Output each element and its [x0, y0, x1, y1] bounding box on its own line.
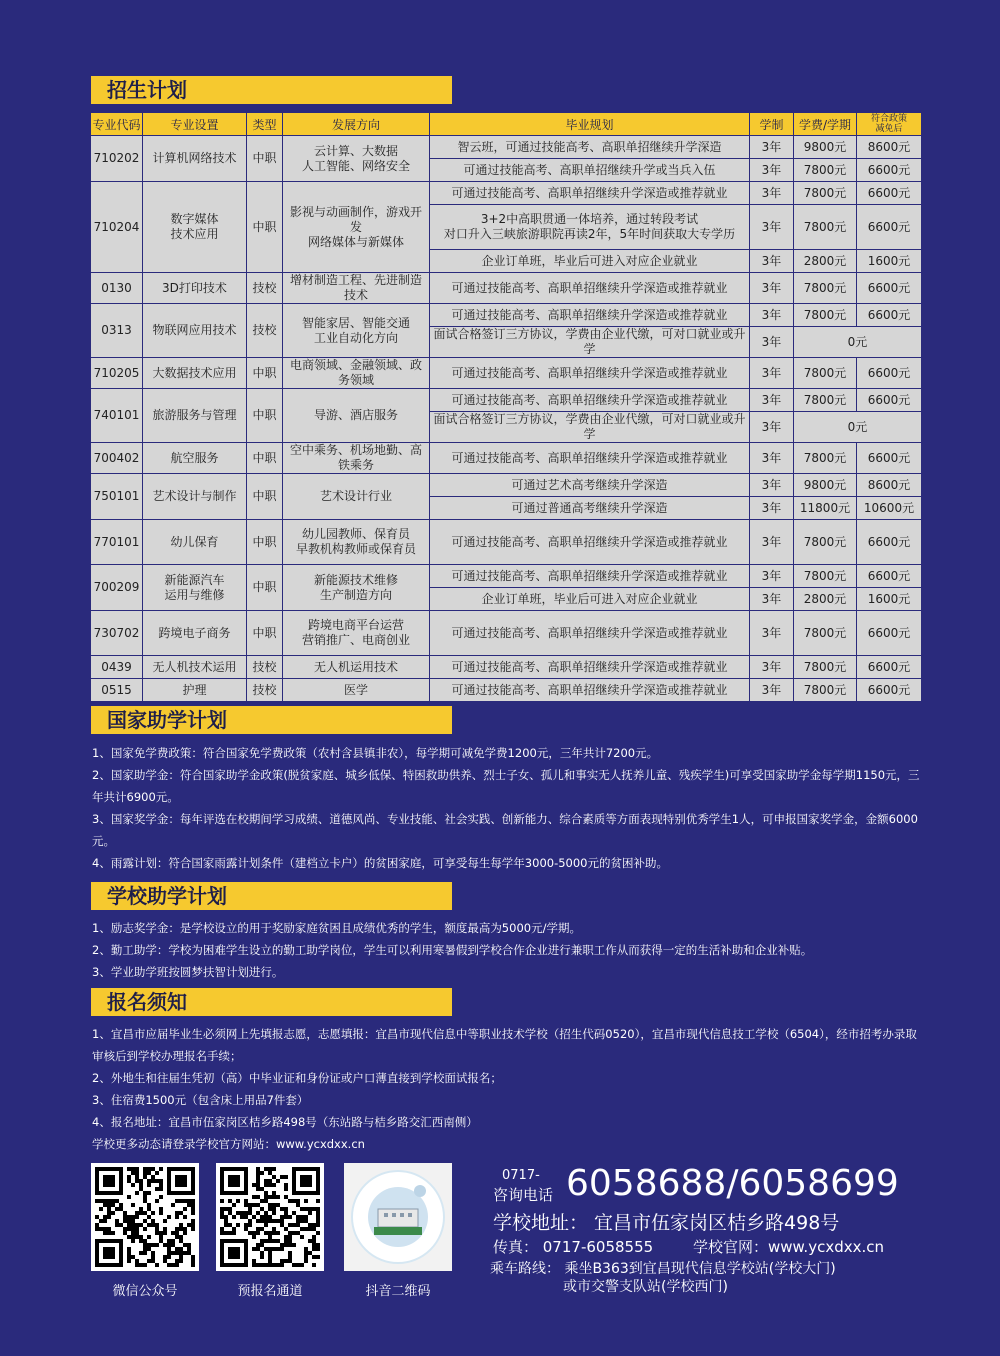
study-years: 3年 [750, 412, 794, 443]
table-row [91, 679, 922, 702]
national-aid-list [92, 742, 922, 874]
tuition-fee: 7800元 [794, 611, 857, 656]
table-row [91, 358, 922, 389]
table-row [91, 182, 922, 205]
tuition-fee: 7800元 [794, 389, 857, 412]
career-direction: 智能家居、智能交通 工业自动化方向 [283, 304, 430, 358]
list-item: 1、宜昌市应届毕业生必须网上先填报志愿，志愿填报：宜昌市现代信息中等职业技术学校（招生代码0520），宜昌市现代信息技工学校（6504），经市招考办录取审核后到学校办理报名手续； [92, 1027, 917, 1063]
study-years: 3年 [750, 679, 794, 702]
major-name: 计算机网络技术 [143, 136, 247, 182]
douyin-qr-label: 抖音二维码 [365, 1284, 431, 1299]
major-code: 750101 [91, 474, 143, 520]
reduced-fee: 6600元 [857, 679, 922, 702]
graduation-plan: 可通过技能高考、高职单招继续升学或当兵入伍 [430, 159, 750, 182]
study-years: 3年 [750, 520, 794, 565]
phone-label: 咨询电话 [493, 1186, 554, 1204]
phone-number: 6058688/6058699 [566, 1163, 899, 1204]
career-direction: 增材制造工程、先进制造技术 [283, 273, 430, 304]
table-row [91, 273, 922, 304]
major-code: 0515 [91, 679, 143, 702]
study-years: 3年 [750, 327, 794, 358]
career-direction: 新能源技术维修 生产制造方向 [283, 565, 430, 611]
major-code: 700209 [91, 565, 143, 611]
major-name: 新能源汽车 运用与维修 [143, 565, 247, 611]
enrollment-table [90, 112, 922, 702]
section-title-national: 国家助学计划 [91, 706, 452, 734]
bus-route-1: 乘车路线： 乘坐B363到宜昌现代信息学校站(学校大门) [490, 1261, 836, 1277]
major-code: 0313 [91, 304, 143, 358]
tuition-fee: 7800元 [794, 679, 857, 702]
graduation-plan: 可通过艺术高考继续升学深造 [430, 474, 750, 497]
study-years: 3年 [750, 273, 794, 304]
reduced-fee: 6600元 [857, 358, 922, 389]
list-item: 学校更多动态请登录学校官方网站：www.ycxdxx.cn [92, 1137, 365, 1151]
graduation-plan: 面试合格签订三方协议，学费由企业代缴，可对口就业或升学 [430, 327, 750, 358]
graduation-plan: 可通过技能高考、高职单招继续升学深造或推荐就业 [430, 565, 750, 588]
reduced-fee: 6600元 [857, 389, 922, 412]
list-item: 2、勤工助学：学校为困难学生设立的勤工助学岗位，学生可以利用寒暑假到学校合作企业进行兼职工作从而获得一定的生活补助和企业补贴。 [92, 943, 813, 957]
graduation-plan: 可通过技能高考、高职单招继续升学深造或推荐就业 [430, 611, 750, 656]
major-code: 710205 [91, 358, 143, 389]
table-header-cell: 符合政策 减免后 [857, 113, 922, 136]
reduced-fee: 6600元 [857, 565, 922, 588]
tuition-fee: 0元 [794, 327, 922, 358]
table-row [91, 136, 922, 159]
study-years: 3年 [750, 304, 794, 327]
study-years: 3年 [750, 358, 794, 389]
study-years: 3年 [750, 389, 794, 412]
major-code: 770101 [91, 520, 143, 565]
school-type: 中职 [247, 565, 283, 611]
graduation-plan: 企业订单班，毕业后可进入对应企业就业 [430, 588, 750, 611]
school-address: 学校地址： 宜昌市伍家岗区桔乡路498号 [493, 1212, 840, 1234]
major-code: 710202 [91, 136, 143, 182]
tuition-fee: 7800元 [794, 205, 857, 250]
table-header-cell: 毕业规划 [430, 113, 750, 136]
tuition-fee: 7800元 [794, 159, 857, 182]
school-type: 技校 [247, 304, 283, 358]
study-years: 3年 [750, 159, 794, 182]
reduced-fee: 6600元 [857, 273, 922, 304]
graduation-plan: 3+2中高职贯通一体培养，通过转段考试 对口升入三峡旅游职院再读2年，5年时间获取大专学历 [430, 205, 750, 250]
table-header-cell: 学制 [750, 113, 794, 136]
career-direction: 云计算、大数据 人工智能、网络安全 [283, 136, 430, 182]
prereg-qr-code [216, 1163, 324, 1271]
career-direction: 跨境电商平台运营 营销推广、电商创业 [283, 611, 430, 656]
list-item: 4、报名地址：宜昌市伍家岗区桔乡路498号（东站路与桔乡路交汇西南侧） [92, 1115, 478, 1129]
major-code: 740101 [91, 389, 143, 443]
list-item: 3、学业助学班按圆梦扶智计划进行。 [92, 965, 284, 979]
school-type: 中职 [247, 474, 283, 520]
major-name: 大数据技术应用 [143, 358, 247, 389]
table-header-cell: 专业设置 [143, 113, 247, 136]
major-code: 0439 [91, 656, 143, 679]
tuition-fee: 11800元 [794, 497, 857, 520]
career-direction: 医学 [283, 679, 430, 702]
fax-number: 传真： 0717-6058555 [493, 1238, 654, 1256]
table-header-cell: 类型 [247, 113, 283, 136]
reduced-fee: 6600元 [857, 611, 922, 656]
school-type: 中职 [247, 358, 283, 389]
graduation-plan: 可通过技能高考、高职单招继续升学深造或推荐就业 [430, 304, 750, 327]
school-type: 技校 [247, 656, 283, 679]
graduation-plan: 智云班，可通过技能高考、高职单招继续升学深造 [430, 136, 750, 159]
tuition-fee: 9800元 [794, 474, 857, 497]
major-name: 数字媒体 技术应用 [143, 182, 247, 273]
graduation-plan: 可通过普通高考继续升学深造 [430, 497, 750, 520]
study-years: 3年 [750, 588, 794, 611]
tuition-fee: 7800元 [794, 443, 857, 474]
study-years: 3年 [750, 443, 794, 474]
reduced-fee: 1600元 [857, 250, 922, 273]
career-direction: 影视与动画制作，游戏开发 网络媒体与新媒体 [283, 182, 430, 273]
career-direction: 艺术设计行业 [283, 474, 430, 520]
bus-route-2: 或市交警支队站(学校西门) [563, 1279, 728, 1295]
school-type: 技校 [247, 679, 283, 702]
tuition-fee: 7800元 [794, 304, 857, 327]
list-item: 2、外地生和往届生凭初（高）中毕业证和身份证或户口薄直接到学校面试报名； [92, 1071, 502, 1085]
graduation-plan: 可通过技能高考、高职单招继续升学深造或推荐就业 [430, 520, 750, 565]
graduation-plan: 可通过技能高考、高职单招继续升学深造或推荐就业 [430, 443, 750, 474]
major-name: 艺术设计与制作 [143, 474, 247, 520]
enroll-notes-list [92, 1023, 922, 1155]
list-item: 2、国家助学金：符合国家助学金政策(脱贫家庭、城乡低保、特困救助供养、烈士子女、孤儿和事实无人抚养儿童、残疾学生)可享受国家助学金每学期1150元，三年共计6900元。 [92, 768, 920, 804]
major-name: 3D打印技术 [143, 273, 247, 304]
study-years: 3年 [750, 565, 794, 588]
list-item: 4、雨露计划：符合国家雨露计划条件（建档立卡户）的贫困家庭，可享受每生每学年3000-5000元的贫困补助。 [92, 856, 668, 870]
section-title-school: 学校助学计划 [91, 882, 452, 910]
graduation-plan: 可通过技能高考、高职单招继续升学深造或推荐就业 [430, 358, 750, 389]
study-years: 3年 [750, 497, 794, 520]
table-header-cell: 专业代码 [91, 113, 143, 136]
list-item: 3、住宿费1500元（包含床上用品7件套） [92, 1093, 309, 1107]
school-type: 技校 [247, 273, 283, 304]
study-years: 3年 [750, 611, 794, 656]
major-name: 护理 [143, 679, 247, 702]
section-title-enroll: 报名须知 [91, 988, 452, 1016]
school-type: 中职 [247, 182, 283, 273]
graduation-plan: 企业订单班，毕业后可进入对应企业就业 [430, 250, 750, 273]
tuition-fee: 7800元 [794, 358, 857, 389]
major-code: 0130 [91, 273, 143, 304]
douyin-qr-code [344, 1163, 452, 1271]
major-code: 730702 [91, 611, 143, 656]
tuition-fee: 0元 [794, 412, 922, 443]
study-years: 3年 [750, 136, 794, 159]
career-direction: 电商领域、金融领域、政务领域 [283, 358, 430, 389]
major-code: 710204 [91, 182, 143, 273]
website: 学校官网：www.ycxdxx.cn [693, 1238, 884, 1256]
table-row [91, 520, 922, 565]
table-row [91, 474, 922, 497]
school-type: 中职 [247, 520, 283, 565]
reduced-fee: 10600元 [857, 497, 922, 520]
prereg-qr-label: 预报名通道 [237, 1284, 303, 1299]
major-name: 幼儿保育 [143, 520, 247, 565]
reduced-fee: 6600元 [857, 443, 922, 474]
reduced-fee: 6600元 [857, 520, 922, 565]
reduced-fee: 6600元 [857, 205, 922, 250]
major-name: 旅游服务与管理 [143, 389, 247, 443]
school-type: 中职 [247, 136, 283, 182]
reduced-fee: 6600元 [857, 182, 922, 205]
reduced-fee: 1600元 [857, 588, 922, 611]
table-header-cell: 学费/学期 [794, 113, 857, 136]
graduation-plan: 面试合格签订三方协议，学费由企业代缴，可对口就业或升学 [430, 412, 750, 443]
tuition-fee: 7800元 [794, 182, 857, 205]
study-years: 3年 [750, 250, 794, 273]
reduced-fee: 6600元 [857, 159, 922, 182]
area-code: 0717- [502, 1168, 540, 1183]
major-name: 航空服务 [143, 443, 247, 474]
school-type: 中职 [247, 443, 283, 474]
major-name: 物联网应用技术 [143, 304, 247, 358]
study-years: 3年 [750, 205, 794, 250]
tuition-fee: 2800元 [794, 250, 857, 273]
graduation-plan: 可通过技能高考、高职单招继续升学深造或推荐就业 [430, 182, 750, 205]
major-name: 无人机技术运用 [143, 656, 247, 679]
table-row [91, 443, 922, 474]
graduation-plan: 可通过技能高考、高职单招继续升学深造或推荐就业 [430, 656, 750, 679]
list-item: 3、国家奖学金：每年评选在校期间学习成绩、道德风尚、专业技能、社会实践、创新能力、综合素质等方面表现特别优秀学生1人，可申报国家奖学金，金额6000元。 [92, 812, 918, 848]
douyin-badge-icon [344, 1163, 452, 1271]
tuition-fee: 7800元 [794, 565, 857, 588]
school-type: 中职 [247, 389, 283, 443]
table-row [91, 389, 922, 412]
tuition-fee: 7800元 [794, 656, 857, 679]
school-type: 中职 [247, 611, 283, 656]
tuition-fee: 7800元 [794, 273, 857, 304]
list-item: 1、国家免学费政策：符合国家免学费政策（农村含县镇非农），每学期可减免学费1200元，三年共计7200元。 [92, 746, 659, 760]
reduced-fee: 8600元 [857, 474, 922, 497]
table-row [91, 565, 922, 588]
reduced-fee: 6600元 [857, 304, 922, 327]
tuition-fee: 2800元 [794, 588, 857, 611]
study-years: 3年 [750, 182, 794, 205]
study-years: 3年 [750, 656, 794, 679]
graduation-plan: 可通过技能高考、高职单招继续升学深造或推荐就业 [430, 679, 750, 702]
table-header-cell: 发展方向 [283, 113, 430, 136]
career-direction: 幼儿园教师、保育员 早教机构教师或保育员 [283, 520, 430, 565]
list-item: 1、励志奖学金：是学校设立的用于奖励家庭贫困且成绩优秀的学生，额度最高为5000元/学期。 [92, 921, 581, 935]
table-row [91, 656, 922, 679]
wechat-qr-label: 微信公众号 [112, 1284, 178, 1299]
tuition-fee: 7800元 [794, 520, 857, 565]
reduced-fee: 6600元 [857, 656, 922, 679]
table-row [91, 611, 922, 656]
reduced-fee: 8600元 [857, 136, 922, 159]
major-code: 700402 [91, 443, 143, 474]
graduation-plan: 可通过技能高考、高职单招继续升学深造或推荐就业 [430, 389, 750, 412]
tuition-fee: 9800元 [794, 136, 857, 159]
study-years: 3年 [750, 474, 794, 497]
career-direction: 无人机运用技术 [283, 656, 430, 679]
major-name: 跨境电子商务 [143, 611, 247, 656]
career-direction: 导游、酒店服务 [283, 389, 430, 443]
school-aid-list [92, 917, 922, 983]
table-row [91, 304, 922, 327]
career-direction: 空中乘务、机场地勤、高铁乘务 [283, 443, 430, 474]
wechat-qr-code [91, 1163, 199, 1271]
section-title-plan: 招生计划 [91, 76, 452, 104]
graduation-plan: 可通过技能高考、高职单招继续升学深造或推荐就业 [430, 273, 750, 304]
